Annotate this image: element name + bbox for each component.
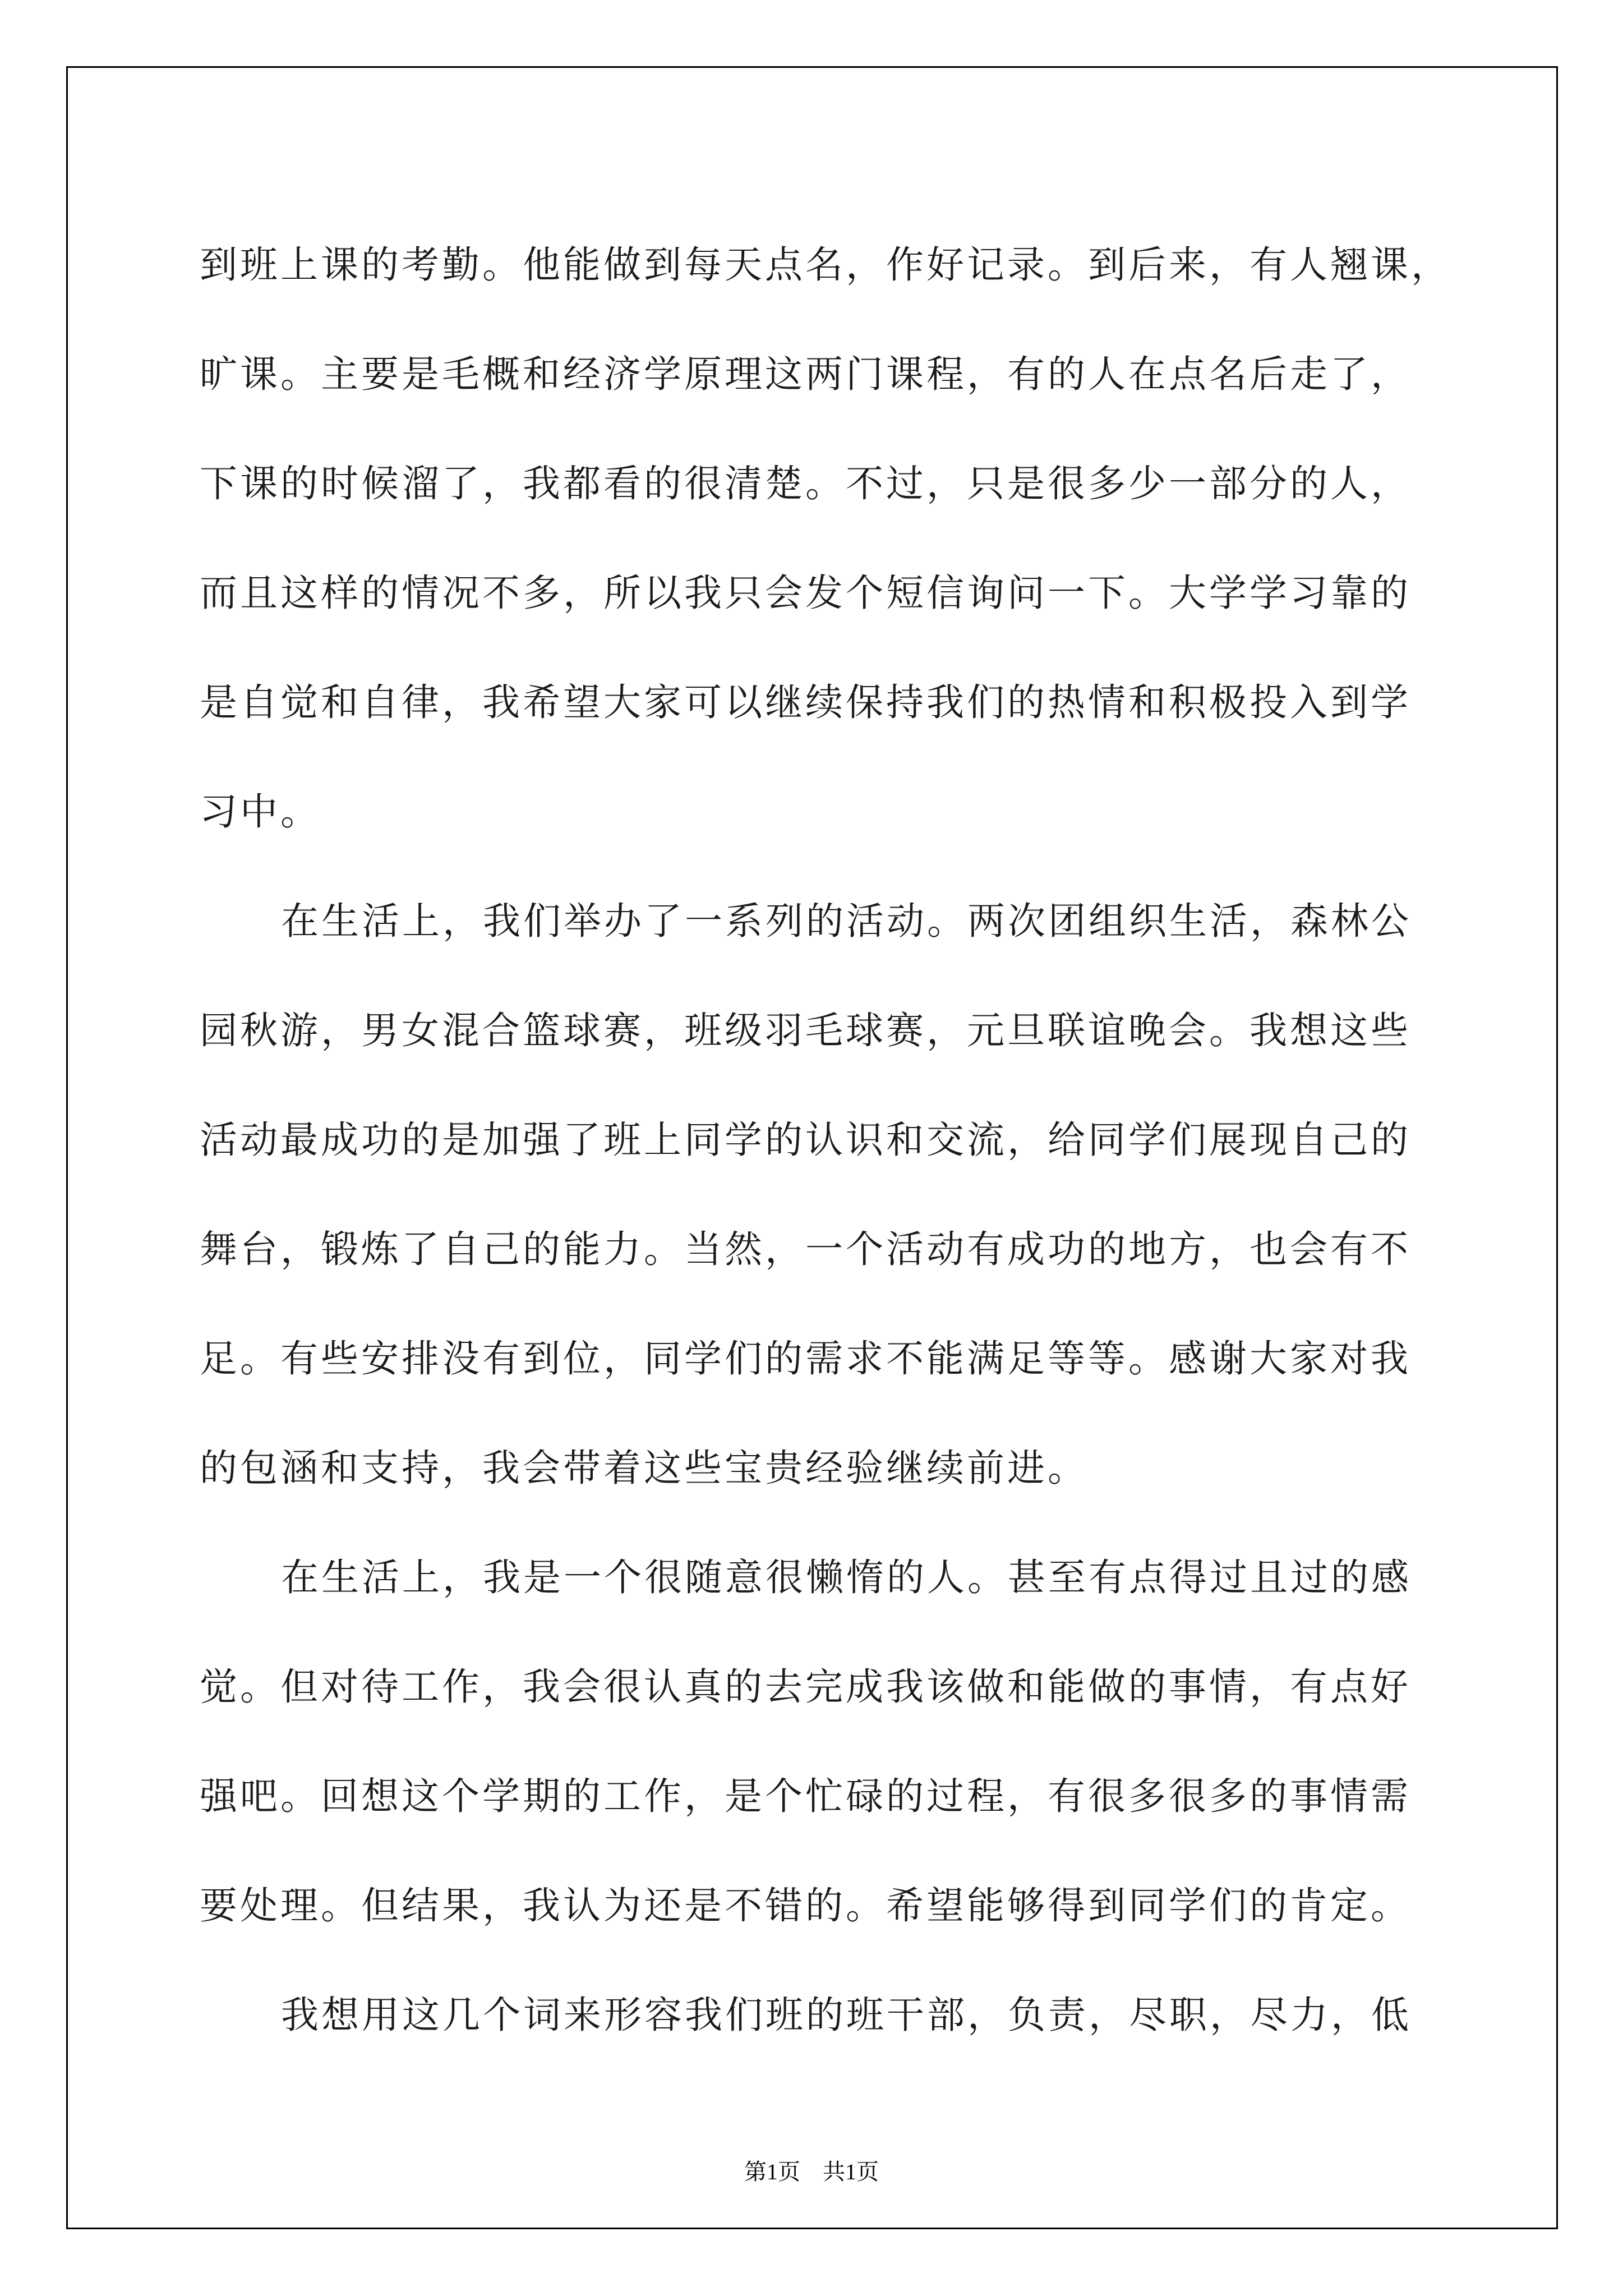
text-line: 到班上课的考勤。他能做到每天点名，作好记录。到后来，有人翘课， [200, 243, 1451, 287]
text-line: 的包涵和支持，我会带着这些宝贵经验继续前进。 [200, 1446, 1088, 1490]
paragraph-first-line: 在生活上，我是一个很随意很懒惰的人。甚至有点得过且过的感 [281, 1556, 1412, 1599]
text-line: 旷课。主要是毛概和经济学原理这两门课程，有的人在点名后走了， [200, 352, 1411, 396]
text-line: 强吧。回想这个学期的工作，是个忙碌的过程，有很多很多的事情需 [200, 1774, 1411, 1818]
paragraph-first-line: 我想用这几个词来形容我们班的班干部，负责，尽职，尽力，低 [281, 1993, 1412, 2037]
page-number-total: 共1页 [823, 2159, 879, 2184]
page-footer [0, 2154, 1623, 2186]
page-number-current: 第1页 [744, 2159, 800, 2184]
text-line: 而且这样的情况不多，所以我只会发个短信询问一下。大学学习靠的 [200, 571, 1411, 615]
text-line: 活动最成功的是加强了班上同学的认识和交流，给同学们展现自己的 [200, 1118, 1411, 1162]
text-line: 要处理。但结果，我认为还是不错的。希望能够得到同学们的肯定。 [200, 1884, 1411, 1927]
paragraph-first-line: 在生活上，我们举办了一系列的活动。两次团组织生活，森林公 [281, 899, 1412, 943]
text-line: 是自觉和自律，我希望大家可以继续保持我们的热情和积极投入到学 [200, 680, 1411, 724]
text-line: 园秋游，男女混合篮球赛，班级羽毛球赛，元旦联谊晚会。我想这些 [200, 1009, 1411, 1052]
text-line: 足。有些安排没有到位，同学们的需求不能满足等等。感谢大家对我 [200, 1337, 1411, 1381]
text-line: 觉。但对待工作，我会很认真的去完成我该做和能做的事情，有点好 [200, 1665, 1411, 1709]
text-line: 下课的时候溜了，我都看的很清楚。不过，只是很多少一部分的人， [200, 462, 1411, 505]
text-line: 习中。 [200, 790, 321, 834]
document-body [200, 210, 1451, 2070]
text-line: 舞台，锻炼了自己的能力。当然，一个活动有成功的地方，也会有不 [200, 1227, 1411, 1271]
